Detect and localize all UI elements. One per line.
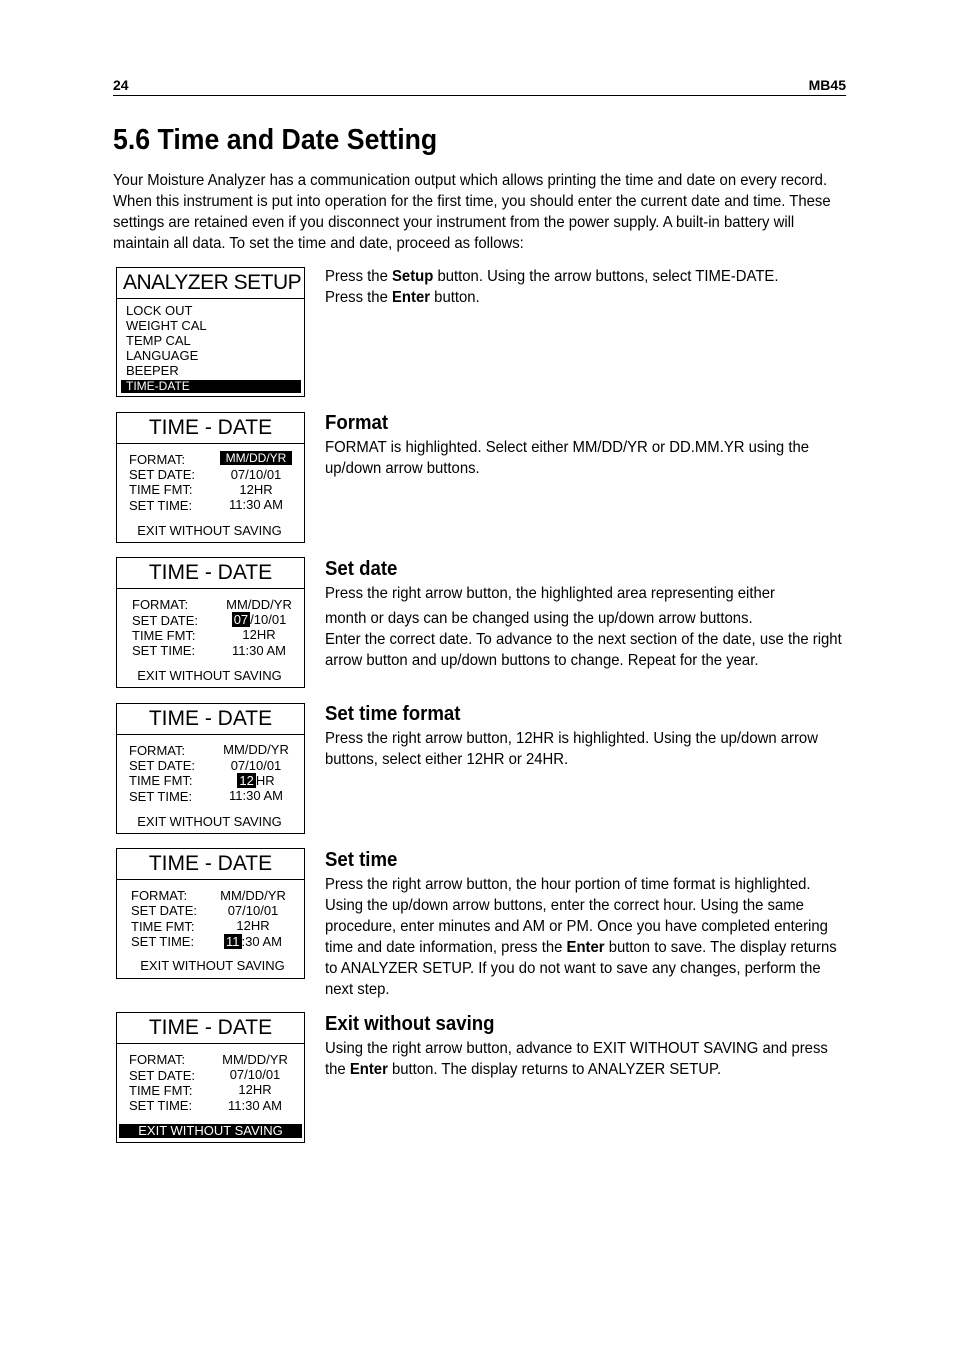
lcd-title: TIME - DATE	[117, 849, 304, 880]
label-set-date: SET DATE:	[131, 903, 197, 918]
label-time-fmt: TIME FMT:	[129, 773, 193, 788]
date-highlight: 07	[233, 612, 249, 627]
page-number: 24	[113, 77, 129, 93]
value-time-fmt: 12HR	[236, 918, 270, 933]
step-text-set-time-format: Press the right arrow button, 12HR is highlighted. Using the up/down arrow buttons, select either 12HR or 24HR.	[325, 730, 818, 768]
lcd-set-time-format	[116, 703, 305, 834]
lcd-title: TIME - DATE	[117, 558, 304, 589]
label-set-time: SET TIME:	[129, 498, 193, 513]
value-date: 07/10/01	[230, 467, 282, 482]
time-fmt-highlight: 12	[239, 773, 254, 788]
step-text-exit: Using the right arrow button, advance to EXIT WITHOUT SAVING and press the Enter button. The display returns to ANALYZER SETUP.	[325, 1040, 828, 1078]
menu-item-temp-cal: TEMP CAL	[126, 333, 191, 348]
label-time-fmt: TIME FMT:	[129, 1083, 193, 1098]
label-format: FORMAT:	[129, 743, 186, 758]
menu-item-language: LANGUAGE	[126, 348, 199, 363]
section-title: 5.6 Time and Date Setting	[113, 124, 438, 156]
desc-line-2: Press the Enter button.	[325, 289, 480, 306]
value-time-fmt: 12HR	[239, 482, 273, 497]
lcd-title: TIME - DATE	[117, 704, 304, 735]
value-format: MM/DD/YR	[226, 597, 292, 612]
value-time: 11:30 AM	[229, 497, 283, 512]
lcd-analyzer-setup	[116, 267, 305, 397]
exit-without-saving-option: EXIT WITHOUT SAVING	[137, 523, 282, 538]
label-time-fmt: TIME FMT:	[132, 628, 196, 643]
value-date: 07/10/01	[227, 903, 279, 918]
menu-item-time-date-highlighted: TIME-DATE	[121, 380, 301, 393]
value-date: 07/10/01	[229, 1067, 281, 1082]
value-format: MM/DD/YR	[223, 742, 289, 757]
exit-desc	[325, 1012, 845, 1080]
value-date: 07/10/01	[230, 758, 282, 773]
label-format: FORMAT:	[129, 452, 186, 467]
value-format: MM/DD/YR	[220, 888, 286, 903]
time-highlight: 11	[226, 934, 240, 949]
label-set-date: SET DATE:	[129, 758, 195, 773]
set-date-desc	[325, 557, 845, 671]
label-set-time: SET TIME:	[129, 789, 193, 804]
format-desc	[325, 411, 845, 479]
step-heading-set-date: Set date	[325, 558, 398, 580]
label-set-date: SET DATE:	[132, 613, 198, 628]
exit-without-saving-option: EXIT WITHOUT SAVING	[137, 814, 282, 829]
lcd-set-date	[116, 557, 305, 688]
value-format-highlighted: MM/DD/YR	[220, 451, 292, 465]
lcd-exit-without-saving	[116, 1012, 305, 1143]
value-time: 11 :30 AM	[226, 934, 282, 949]
header-rule	[113, 95, 846, 96]
label-format: FORMAT:	[129, 1052, 186, 1067]
label-set-date: SET DATE:	[129, 1068, 195, 1083]
label-set-time: SET TIME:	[132, 643, 196, 658]
value-time: 11:30 AM	[232, 643, 286, 658]
label-set-time: SET TIME:	[131, 934, 195, 949]
set-time-format-desc	[325, 702, 845, 770]
lcd-set-time	[116, 848, 305, 979]
label-format: FORMAT:	[131, 888, 188, 903]
model-name: MB45	[808, 77, 846, 93]
label-time-fmt: TIME FMT:	[129, 482, 193, 497]
menu-item-beeper: BEEPER	[126, 363, 179, 378]
step-text-format: FORMAT is highlighted. Select either MM/DD/YR or DD.MM.YR using the up/down arrow buttons.	[325, 439, 810, 477]
menu-item-weight-cal: WEIGHT CAL	[126, 318, 207, 333]
label-set-time: SET TIME:	[129, 1098, 193, 1113]
menu-item-lock-out: LOCK OUT	[126, 303, 193, 318]
desc-line-1: Press the Setup button. Using the arrow buttons, select TIME-DATE.	[325, 268, 779, 285]
lcd-format	[116, 412, 305, 543]
value-date: 07 /10/01	[233, 612, 287, 627]
set-time-desc	[325, 848, 845, 1000]
value-time-fmt: 12 HR	[239, 773, 275, 788]
step-text-set-date-2: month or days can be changed using the up/down arrow buttons.	[325, 610, 753, 627]
step-heading-exit: Exit without saving	[325, 1013, 495, 1035]
step-heading-set-time: Set time	[325, 849, 398, 871]
label-time-fmt: TIME FMT:	[131, 919, 195, 934]
value-time: 11:30 AM	[229, 788, 283, 803]
lcd-title: ANALYZER SETUP	[117, 268, 304, 299]
value-time-fmt: 12HR	[238, 1082, 272, 1097]
value-time-fmt: 12HR	[242, 627, 276, 642]
step-text-set-date-3: Enter the correct date. To advance to the next section of the date, use the right arrow button and up/down buttons to change. Repeat for the year.	[325, 631, 842, 669]
exit-without-saving-option: EXIT WITHOUT SAVING	[140, 958, 285, 973]
step-heading-format: Format	[325, 412, 389, 434]
intro-paragraph: Your Moisture Analyzer has a communication output which allows printing the time and date on every record. When this instrument is put into operation for the first time, you should enter the current date and time. These settings are retained even if you disconnect your instrument from the power supply. A built-in battery will maintain all data. To set the time and date, proceed as follows:	[113, 172, 831, 252]
step-heading-set-time-format: Set time format	[325, 703, 461, 725]
value-time: 11:30 AM	[228, 1098, 282, 1113]
value-format: MM/DD/YR	[222, 1052, 288, 1067]
lcd-title: TIME - DATE	[117, 1013, 304, 1044]
label-format: FORMAT:	[132, 597, 189, 612]
lcd-title: TIME - DATE	[117, 413, 304, 444]
exit-without-saving-option: EXIT WITHOUT SAVING	[137, 668, 282, 683]
label-set-date: SET DATE:	[129, 467, 195, 482]
intro-block	[113, 170, 848, 254]
exit-without-saving-highlighted: EXIT WITHOUT SAVING	[119, 1124, 302, 1138]
step-text-set-time: Press the right arrow button, the hour portion of time format is highlighted. Using the up/down arrow buttons, enter the correct hour. Using the same procedure, enter minutes and AM or PM. Once you have completed entering time and date information, press the Enter button to save. The display returns to ANALYZER SETUP. If you do not want to save any changes, perform the next step.	[325, 876, 837, 998]
analyzer-setup-desc	[325, 266, 845, 308]
step-text-set-date-1: Press the right arrow button, the highlighted area representing either	[325, 585, 775, 602]
